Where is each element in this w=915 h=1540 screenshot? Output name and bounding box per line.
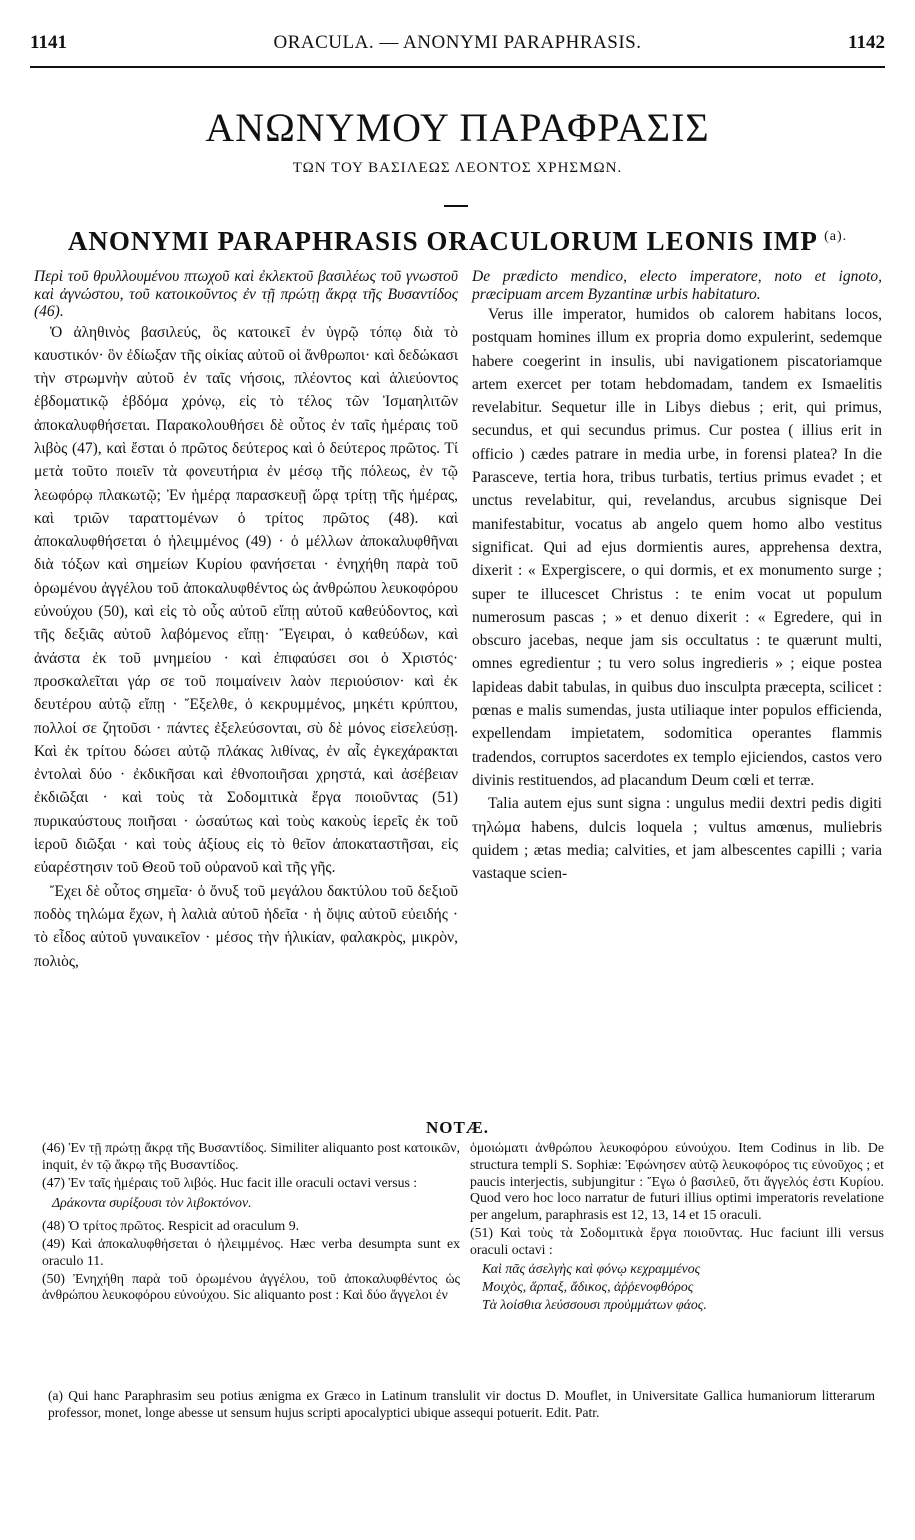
greek-subtitle: ΤΩΝ ΤΟΥ ΒΑΣΙΛΕΩΣ ΛΕΟΝΤΟΣ ΧΡΗΣΜΩΝ. xyxy=(292,160,623,176)
notes-right-column xyxy=(470,1140,884,1314)
latin-title xyxy=(0,226,915,257)
note-item: (46) Ἐν τῇ πρώτῃ ἄκρᾳ τῆς Βυσαντίδος. Similiter aliquanto post κατοικῶν, inquit, ἐν τῷ ἄκρῳ τῆς Βυσαντίδος. xyxy=(42,1140,460,1172)
greek-section-heading: Περὶ τοῦ θρυλλουμένου πτωχοῦ καὶ ἐκλεκτοῦ βασιλέως τοῦ γνωστοῦ καὶ ἀγνώστου, τοῦ κατοικοῦντος ἐν τῇ πρώτῃ ἄκρᾳ τῆς Βυσαντίδος (46). xyxy=(34,268,458,320)
latin-column xyxy=(472,268,882,885)
header-rule xyxy=(30,66,885,68)
note-verse-line: Καὶ πᾶς ἀσελγὴς καὶ φόνῳ κεχραμμένος xyxy=(482,1260,701,1276)
greek-title: ΑΝΩΝΥΜΟΥ ΠΑΡΑΦΡΑΣΙΣ xyxy=(205,105,710,150)
latin-paragraph: Verus ille imperator, humidos ob calorem habitans locos, postquam homines illum ex propria domo expulerint, sedemque habere coegerint in insulis, ubi navigationem piscatoriamque artem exercet per totam hebdomadam, tandem ex Ismaelitis revelabitur. Sequetur ille in Libys diebus ; erit, qui primus, secundus, et qui secundus primus. Cur postea ( illius erit in officio ) cædes patrare in media urbe, in forensi platea? In die Parasceve, tertia hora, tribus turbatis, tertius primus evadet ; et unctus revelabitur, qui, revelandus, arcubus signisque Dei manifestabitur, vocatus ab angelo quem homo albo vestitus significat. Qui ad ejus dormientis aures, apprehensa dextra, dixerit : « Expergiscere, o qui dormis, et ex monumento surge ; super te illucescet Christus : te enim vocat ut populum numerosum pascas ; » et denuo dixerit : « Egredere, qui in obscuro jacebas, neque jam sis occultatus : te quærunt multi, omnes egredientur ; tu vero solus ingredieris » ; eique postea lapideas dabit tabulas, in quibus duo insculpta præcepta, scilicet : pœnas e malis sumendas, justa utiliaque inter populos efficienda, expellendam impietatem, sodomitica operantes flammis tradendos, corruptos sacerdotes ex templo ejiciendos, castos vero divinis restituendos, ad placandum Deum cœli et terræ. xyxy=(472,306,882,789)
editorial-footnote: (a) Qui hanc Paraphrasim seu potius ænigma ex Græco in Latinum translulit vir doctus D. Mouflet, in Universitate Gallica humaniorum litterarum professor, monet, longe abesse ut sensum hujus scripti apocalyptici ubique assequi potuerit. Edit. Patr. xyxy=(48,1388,875,1420)
notes-heading: NOTÆ. xyxy=(425,1118,490,1137)
title-divider xyxy=(444,205,468,207)
greek-paragraph: Ὁ ἀληθινὸς βασιλεύς, ὃς κατοικεῖ ἐν ὑγρῷ τόπῳ διὰ τὸ καυστικόν· ὃν ἐδίωξαν τῆς οἰκίας αὐτοῦ οἱ ἄνθρωποι· καὶ δεδώκασι τὴν στρωμνὴν αὐτοῦ ἐν ταῖς νήσοις, πλέοντος καὶ ἁλιεύοντος ἑβδοματικῷ ἑβδόμα χρόνῳ, εἰς τὸ τέλος τῶν Ἰσμαηλιτῶν ἀποκαλυφθήσεται. Παρακολουθήσει δὲ οὗτος ἐν ταῖς ἡμέραις τοῦ λιβὸς (47), καὶ ἔσται ὁ πρῶτος δεύτερος καὶ ὁ δεύτερος πρῶτος. Τί μετὰ τοῦτο ποιεῖν τὰ φονευτήρια ἐν μέσῳ τῆς πόλεως, ἐν τῷ λεωφόρῳ πλακωτῷ; Ἐν ἡμέρᾳ παρασκευῇ ὥρᾳ τρίτῃ τῆς ἡμέρας, καὶ τριῶν ταραττομένων ὁ τρίτος πρῶτος (48). καὶ ἀποκαλυφθήσεται ὁ ἠλειμμένος (49) · ὁ μέλλων ἀποκαλυφθῆναι διὰ τόξων καὶ σημείων Κυρίου φανήσεται · ἐνηχήθη παρὰ τοῦ ὁρωμένου ἀγγέλου τοῦ ἀποκαλυφθέντος ὡς ἀνθρώπου λευκοφόρου εὐνούχου (50), καὶ εἰς τὸ οὖς αὐτοῦ εἴπῃ αὐτοῦ καθεύδοντος, καὶ τῆς δεξιᾶς αὐτοῦ λαβόμενος εἴπῃ· Ἔγειραι, ὁ καθεύδων, καὶ ἀνάστα ἐκ τοῦ μνημείου · καὶ ἐπιφαύσει σοι ὁ Χριστός· προσκαλεῖται γάρ σε τοῦ ποιμαίνειν λαὸν περιούσιον· καὶ ἐκ δευτέρου αὐτῷ εἴπῃ · Ἔξελθε, ὁ κεκρυμμένος, μηκέτι κρύπτου, πολλοί σε ζητοῦσι · πάντες ἐξελεύσονται, σὺ δὲ μόνος εἰσελεύσῃ. Καὶ ἐκ τρίτου δώσει αὐτῷ πλάκας λιθίνας, ἐν αἷς ἐγκεχάρακται ἐντολαὶ δύο · ἐκδικῆσαι καὶ ἐθνοποιῆσαι χρηστά, καὶ ἀσέβειαν ἐκδιῶξαι · καὶ τοὺς τὰ Σοδομιτικὰ ἔργα ποιοῦντας (51) πυρικαύστους ποιῆσαι · ὡσαύτως καὶ τοὺς κακοὺς ἱερεῖς ἐκ τοῦ ἱεροῦ διῶξαι · καὶ τοὺς ἀξίους εἰς τὸ θεῖον ἀποκαταστῆσαι, εἰς εὐαρέστησιν τοῦ Θεοῦ τοῦ οὐρανοῦ καὶ τῆς γῆς. xyxy=(34,323,458,877)
page-number-left: 1141 xyxy=(30,32,67,53)
note-item: (48) Ὁ τρίτος πρῶτος. Respicit ad oraculum 9. xyxy=(42,1218,300,1234)
notes-left-column xyxy=(42,1140,460,1305)
latin-title-text: ANONYMI PARAPHRASIS ORACULORUM LEONIS IMP xyxy=(67,226,817,256)
latin-title-footnote-mark: (a). xyxy=(824,229,848,244)
note-item: (51) Καὶ τοὺς τὰ Σοδομιτικὰ ἔργα ποιοῦντας. Huc faciunt illi versus oraculi octavi : xyxy=(470,1224,884,1257)
note-quote: Δράκοντα συρίξουσι τὸν λιβοκτόνον. xyxy=(52,1195,252,1211)
latin-paragraph: Talia autem ejus sunt signa : ungulus medii dextri pedis digiti τηλώμα habens, dulcis loquela ; vultus amœnus, muliebris quidem ; ætas media; calvities, et jam albescentes capilli ; varia vastaque scien- xyxy=(472,795,882,883)
greek-paragraph: Ἔχει δὲ οὗτος σημεῖα· ὁ ὄνυξ τοῦ μεγάλου δακτύλου τοῦ δεξιοῦ ποδὸς τηλώμα ἔχων, ἡ λαλιὰ αὐτοῦ ἡδεῖα · ἡ ὄψις αὐτοῦ εὐειδής · τὸ εἶδος αὐτοῦ γυναικεῖον · μέσος τὴν ἡλικίαν, φαλακρὸς, μικρὸν, πολιὸς, xyxy=(34,882,458,970)
greek-column xyxy=(34,268,458,973)
latin-section-heading: De prædicto mendico, electo imperatore, noto et ignoto, præcipuam arcem Byzantinæ urbis habitaturo. xyxy=(472,268,882,303)
page-number-right: 1142 xyxy=(848,32,885,53)
running-title: ORACULA. — ANONYMI PARAPHRASIS. xyxy=(273,32,642,53)
note-item: (47) Ἐν ταῖς ἡμέραις τοῦ λιβός. Huc facit ille oraculi octavi versus : xyxy=(42,1174,418,1190)
note-verse-line: Τὰ λοίσθια λεύσσουσι προὐμμάτων φάος. xyxy=(482,1296,707,1312)
running-header xyxy=(30,32,885,62)
note-item: (49) Καὶ ἀποκαλυφθήσεται ὁ ἠλειμμένος. Hæc verba desumpta sunt ex oraculo 11. xyxy=(42,1235,460,1268)
note-item: (50) Ἐνηχήθη παρὰ τοῦ ὁρωμένου ἀγγέλου, τοῦ ἀποκαλυφθέντος ὡς ἀνθρώπου λευκοφόρου εὐνούχου. Sic aliquanto post : Καὶ δύο ἄγγελοι ἐν xyxy=(42,1270,460,1303)
note-verse-line: Μοιχὸς, ἅρπαξ, ἄδικος, ἀῤῥενοφθόρος xyxy=(482,1278,694,1294)
note-item: ὁμοιώματι ἀνθρώπου λευκοφόρου εὐνούχου. Item Codinus in lib. De structura templi S. Sophiæ: Ἐφώνησεν αὐτῷ λευκοφόρος τις εὐνοῦχος ; et paucis interjectis, subjungitur : Ἔγω ὁ βασιλεῦ, ὅτι ἄγγελός ἐστι Κυρίου. Quod vero hoc loco narratur de futuri illius optimi imperatoris revelatione per angelum, paraphrasis est 12, 13, 14 et 15 oraculi. xyxy=(470,1140,884,1223)
